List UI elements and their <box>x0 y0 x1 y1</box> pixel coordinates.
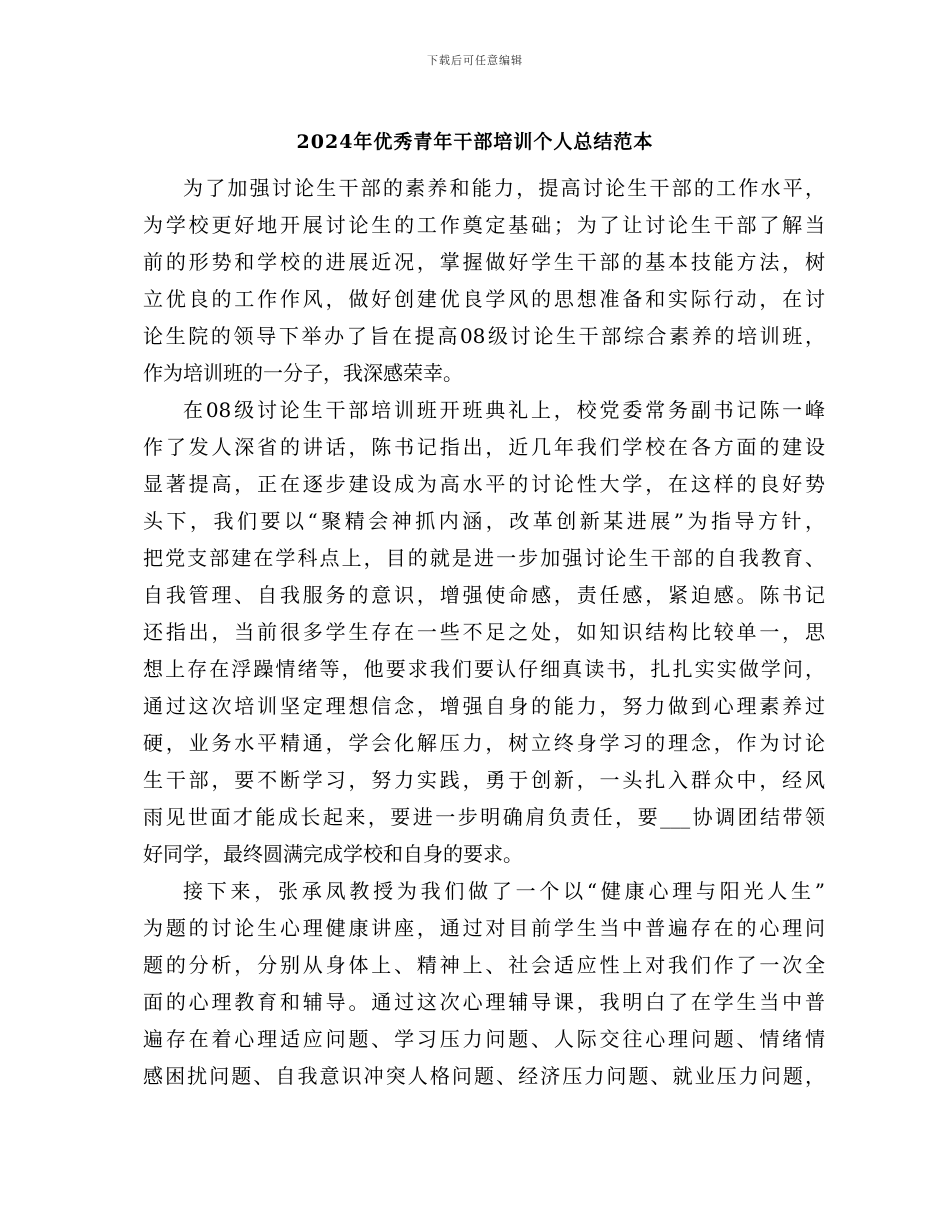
text-line: 在08级讨论生干部培训班开班典礼上，校党委常务副书记陈一峰 <box>183 398 825 422</box>
text-line: 雨见世面才能成长起来，要进一步明确肩负责任，要___协调团结带领 <box>143 805 825 829</box>
text-line: 题的分析，分别从身体上、精神上、社会适应性上对我们作了一次全 <box>143 953 825 977</box>
document-title: 2024年优秀青年干部培训个人总结范本 <box>296 131 654 153</box>
text-line: 为学校更好地开展讨论生的工作奠定基础；为了让讨论生干部了解当 <box>143 213 825 237</box>
text-line: 作为培训班的一分子，我深感荣幸。 <box>143 361 463 385</box>
header-note: 下载后可任意编辑 <box>427 54 523 67</box>
text-line: 把党支部建在学科点上，目的就是进一步加强讨论生干部的自我教育、 <box>143 546 825 570</box>
text-line: 面的心理教育和辅导。通过这次心理辅导课，我明白了在学生当中普 <box>143 990 825 1014</box>
text-line: 前的形势和学校的进展近况，掌握做好学生干部的基本技能方法，树 <box>143 250 825 274</box>
text-line: 好同学，最终圆满完成学校和自身的要求。 <box>143 842 523 866</box>
text-line: 感困扰问题、自我意识冲突人格问题、经济压力问题、就业压力问题， <box>143 1064 825 1088</box>
text-line: 显著提高，正在逐步建设成为高水平的讨论性大学，在这样的良好势 <box>143 472 825 496</box>
text-line: 作了发人深省的讲话，陈书记指出，近几年我们学校在各方面的建设 <box>143 435 825 459</box>
text-line: 还指出，当前很多学生存在一些不足之处，如知识结构比较单一，思 <box>143 620 825 644</box>
text-line: 接下来，张承凤教授为我们做了一个以“健康心理与阳光人生” <box>183 879 825 903</box>
text-line: 自我管理、自我服务的意识，增强使命感，责任感，紧迫感。陈书记 <box>143 583 825 607</box>
text-line: 为了加强讨论生干部的素养和能力，提高讨论生干部的工作水平， <box>183 176 825 200</box>
document-body <box>143 170 825 1095</box>
text-line: 生干部，要不断学习，努力实践，勇于创新，一头扎入群众中，经风 <box>143 768 825 792</box>
text-line: 立优良的工作作风，做好创建优良学风的思想准备和实际行动，在讨 <box>143 287 825 311</box>
text-line: 论生院的领导下举办了旨在提高08级讨论生干部综合素养的培训班， <box>143 324 825 348</box>
text-line: 头下，我们要以“聚精会神抓内涵，改革创新某进展”为指导方针， <box>143 509 825 533</box>
text-line: 想上存在浮躁情绪等，他要求我们要认仔细真读书，扎扎实实做学问， <box>143 657 825 681</box>
text-line: 硬，业务水平精通，学会化解压力，树立终身学习的理念，作为讨论 <box>143 731 825 755</box>
text-line: 通过这次培训坚定理想信念，增强自身的能力，努力做到心理素养过 <box>143 694 825 718</box>
text-line: 为题的讨论生心理健康讲座，通过对目前学生当中普遍存在的心理问 <box>143 916 825 940</box>
text-line: 遍存在着心理适应问题、学习压力问题、人际交往心理问题、情绪情 <box>143 1027 825 1051</box>
